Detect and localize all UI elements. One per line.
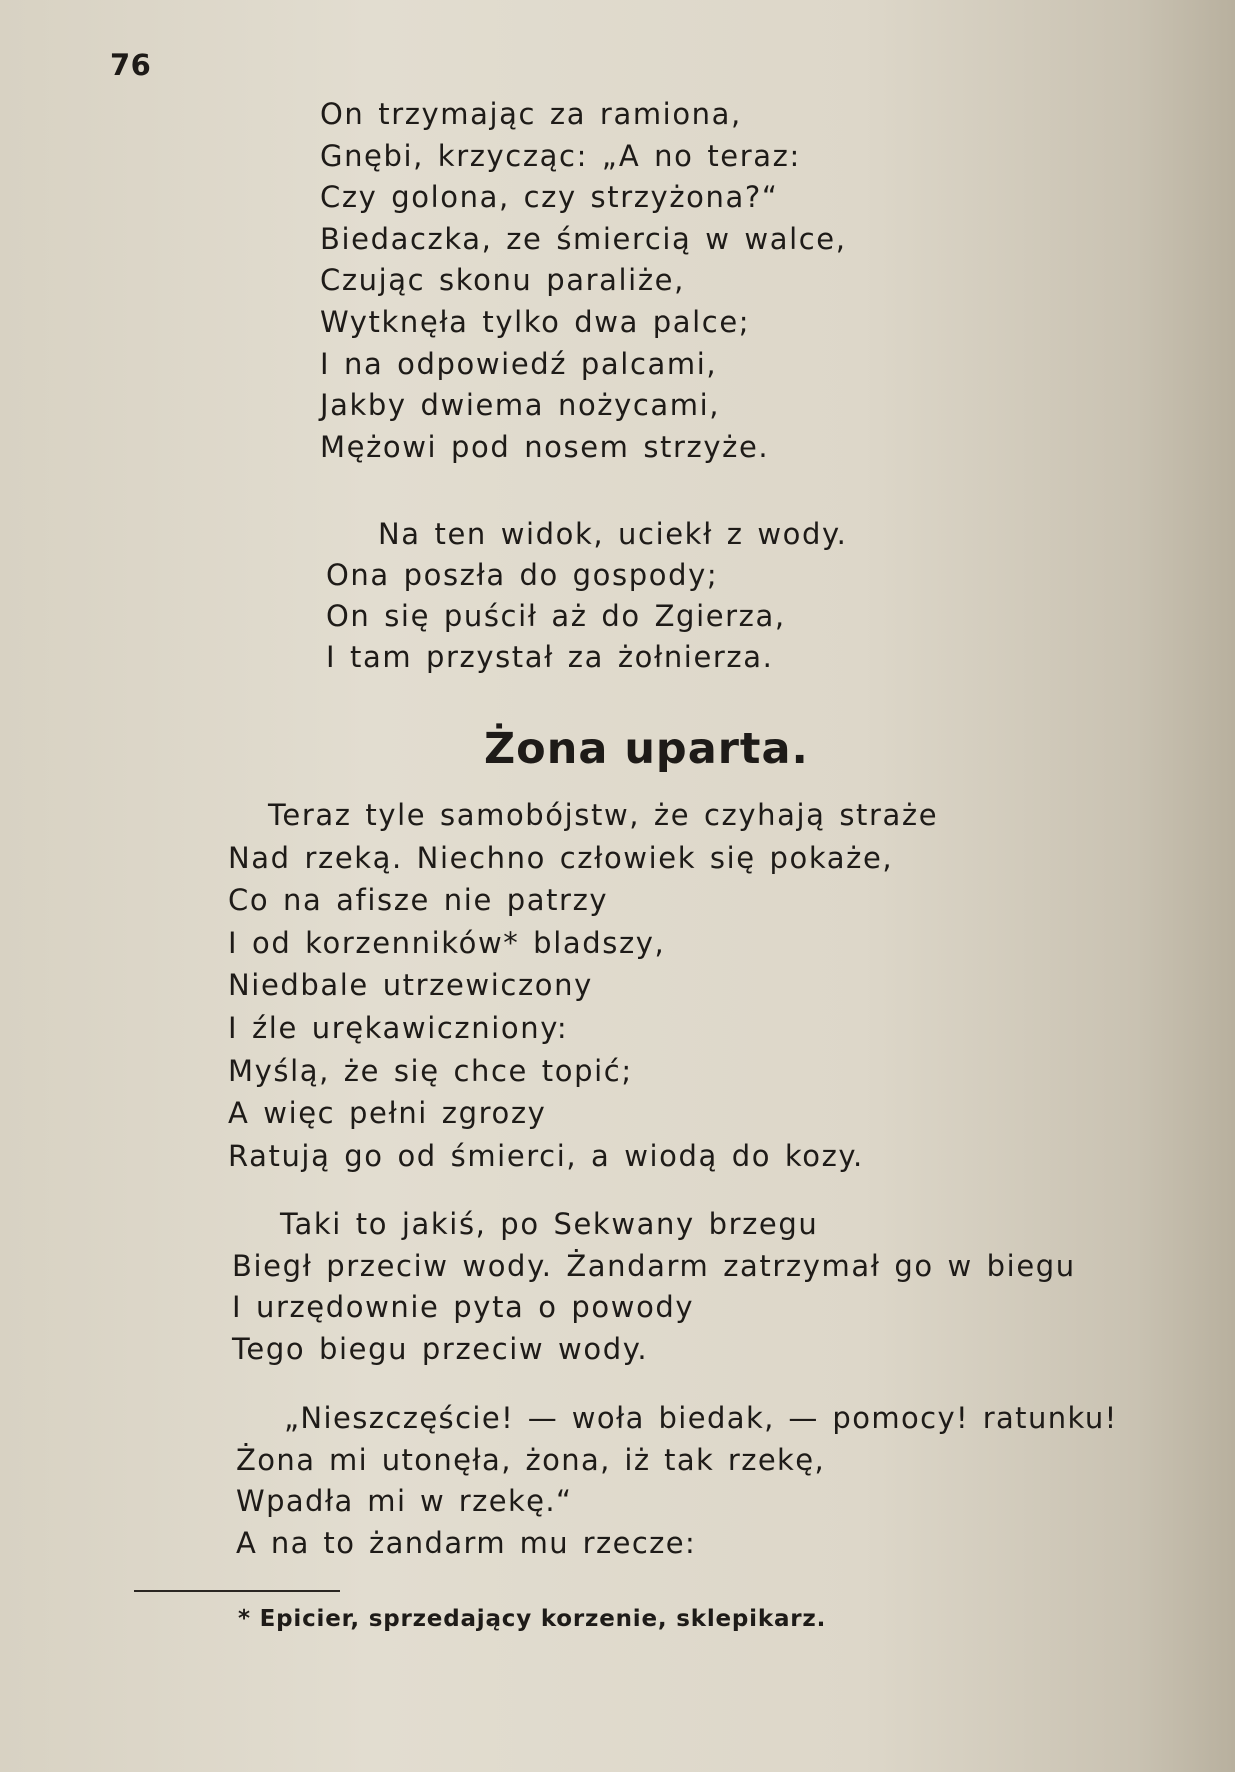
verse-line: Ratują go od śmierci, a wiodą do kozy.	[228, 1138, 864, 1173]
stanza-2	[326, 514, 847, 678]
stanza-1	[320, 94, 847, 468]
verse-line: Myślą, że się chce topić;	[228, 1053, 633, 1088]
verse-line: Czy golona, czy strzyżona?“	[320, 180, 779, 215]
verse-line: Czując skonu paraliże,	[320, 263, 685, 298]
verse-line: I urzędownie pyta o powody	[232, 1290, 695, 1324]
verse-line: Wytknęła tylko dwa palce;	[320, 304, 751, 339]
poem-title: Żona uparta.	[484, 724, 809, 774]
verse-line: Niedbale utrzewiczony	[228, 968, 593, 1003]
verse-line: Taki to jakiś, po Sekwany brzegu	[280, 1207, 819, 1241]
verse-line: Biegł przeciw wody. Żandarm zatrzymał go w biegu	[232, 1248, 1076, 1283]
verse-line: Biedaczka, ze śmiercią w walce,	[320, 221, 847, 256]
verse-line: Co na afisze nie patrzy	[228, 883, 609, 918]
verse-line: I na odpowiedź palcami,	[320, 346, 718, 381]
page-number: 76	[110, 48, 152, 82]
verse-line: Żona mi utonęła, żona, iż tak rzekę,	[236, 1442, 826, 1477]
verse-line: Tego biegu przeciw wody.	[232, 1331, 649, 1366]
stanza-4	[232, 1204, 1076, 1370]
verse-line: „Nieszczęście! — woła biedak, — pomocy! ratunku!	[284, 1401, 1118, 1435]
verse-line: On się puścił aż do Zgierza,	[326, 599, 786, 633]
stanza-5	[236, 1398, 1118, 1564]
verse-line: I od korzenników* bladszy,	[228, 925, 666, 960]
verse-line: I źle urękawiczniony:	[228, 1010, 569, 1045]
verse-line: Wpadła mi w rzekę.“	[236, 1484, 573, 1518]
footnote: * Epicier, sprzedający korzenie, sklepikarz.	[238, 1606, 827, 1632]
verse-line: A więc pełni zgrozy	[228, 1096, 547, 1131]
verse-line: Nad rzeką. Niechno człowiek się pokaże,	[228, 840, 894, 875]
footnote-divider	[134, 1590, 340, 1592]
verse-line: A na to żandarm mu rzecze:	[236, 1525, 697, 1560]
verse-line: Teraz tyle samobójstw, że czyhają straże	[268, 798, 939, 832]
verse-line: Ona poszła do gospody;	[326, 558, 719, 592]
verse-line: I tam przystał za żołnierza.	[326, 640, 774, 674]
verse-line: Mężowi pod nosem strzyże.	[320, 429, 770, 464]
verse-line: On trzymając za ramiona,	[320, 97, 742, 131]
stanza-3	[228, 794, 938, 1177]
verse-line: Gnębi, krzycząc: „A no teraz:	[320, 138, 801, 173]
verse-line: Na ten widok, uciekł z wody.	[378, 517, 848, 551]
verse-line: Jakby dwiema nożycami,	[320, 388, 721, 423]
